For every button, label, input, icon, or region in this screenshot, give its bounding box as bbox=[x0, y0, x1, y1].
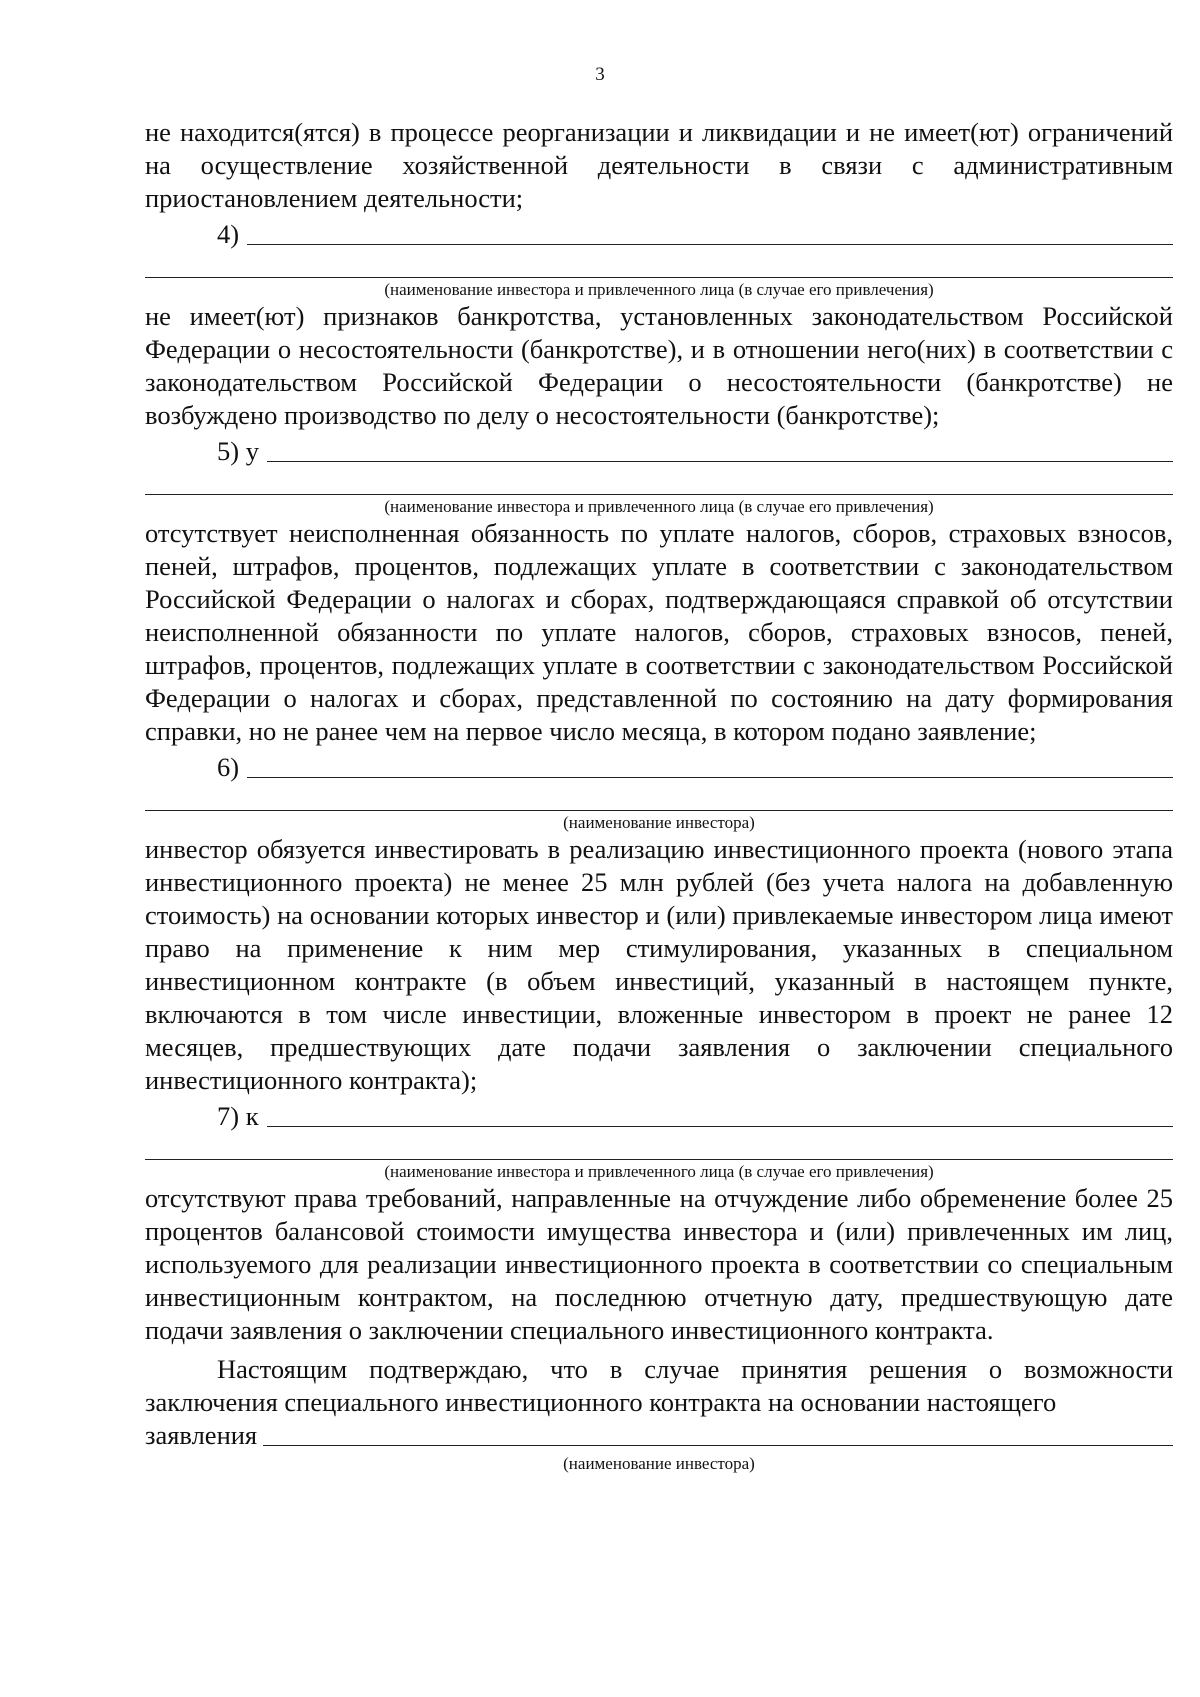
paragraph-encumbrance: отсутствуют права требований, направленные на отчуждение либо обременение более 25 процентов балансовой стоимости имущества инвестора и (или) привлеченных им лиц, используемого для реализации инвестиционного проекта в соответствии со специальным инвестиционным контрактом, на последнюю отчетную дату, предшествующую дате подачи заявления о заключении специального инвестиционного контракта. bbox=[145, 1183, 1173, 1345]
item-6-label: 6) bbox=[217, 752, 240, 782]
paragraph-investment: инвестор обязуется инвестировать в реализацию инвестиционного проекта (нового этапа инвестиционного проекта) не менее 25 млн рублей (без учета налога на добавленную стоимость) на основании которых инвестор и (или) привлекаемые инвестором лица имеют право на применение к ним мер стимулирования, указанных в специальном инвестиционном контракте (в объем инвестиций, указанный в настоящем пункте, включаются в том числе инвестиции, вложенные инвестором в проект не ранее 12 месяцев, предшествующих дате подачи заявления о заключении специального инвестиционного контракта); bbox=[145, 834, 1173, 1095]
item-7-caption: (наименование инвестора и привлеченного лица (в случае его привлечения) bbox=[384, 1162, 934, 1181]
paragraph-bankruptcy: не имеет(ют) признаков банкротства, установленных законодательством Российской Федерации о несостоятельности (банкротстве), и в отношении него(них) в соответствии с законодательством Российской Федерации о несостоятельности (банкротстве) не возбуждено производство по делу о несостоятельности (банкротстве); bbox=[145, 301, 1173, 430]
item-7-label: 7) к bbox=[217, 1101, 259, 1131]
item-6-caption: (наименование инвестора) bbox=[563, 813, 755, 832]
document-body bbox=[145, 116, 1173, 1474]
page-number: 3 bbox=[595, 64, 605, 85]
item-6-blank-field-2 bbox=[145, 784, 1173, 811]
confirmation-blank-field bbox=[263, 1419, 1173, 1446]
item-7-blank-field bbox=[267, 1100, 1173, 1127]
item-4-label: 4) bbox=[217, 219, 240, 249]
paragraph-taxes: отсутствует неисполненная обязанность по уплате налогов, сборов, страховых взносов, пеней, штрафов, процентов, подлежащих уплате в соответствии с законодательством Российской Федерации о налогах и сборах, подтверждающаяся справкой об отсутствии неисполненной обязанности по уплате налогов, сборов, страховых взносов, пеней, штрафов, процентов, подлежащих уплате в соответствии с законодательством Российской Федерации о налогах и сборах, представленной по состоянию на дату формирования справки, но не ранее чем на первое число месяца, в котором подано заявление; bbox=[145, 518, 1173, 746]
paragraph-confirmation: Настоящим подтверждаю, что в случае принятия решения о возможности заключения специального инвестиционного контракта на основании настоящего bbox=[145, 1354, 1173, 1417]
item-4-caption: (наименование инвестора и привлеченного лица (в случае его привлечения) bbox=[384, 280, 934, 299]
confirmation-line-start: заявления bbox=[145, 1420, 258, 1450]
item-5-blank-field bbox=[267, 435, 1173, 462]
item-6-line bbox=[145, 748, 1173, 784]
confirmation-caption: (наименование инвестора) bbox=[563, 1454, 755, 1473]
item-7-blank-field-2 bbox=[145, 1133, 1173, 1160]
paragraph-reorganization: не находится(ятся) в процессе реорганизации и ликвидации и не имеет(ют) ограничений на осуществление хозяйственной деятельности в связи с административным приостановлением деятельности; bbox=[145, 117, 1173, 213]
item-7-line bbox=[145, 1097, 1173, 1133]
item-5-caption: (наименование инвестора и привлеченного лица (в случае его привлечения) bbox=[384, 497, 934, 516]
confirmation-line bbox=[145, 1419, 1173, 1452]
item-5-line bbox=[145, 432, 1173, 468]
item-5-blank-field-2 bbox=[145, 468, 1173, 495]
item-5-label: 5) у bbox=[217, 436, 259, 466]
item-6-blank-field bbox=[247, 751, 1173, 778]
item-4-line bbox=[145, 215, 1173, 251]
item-4-blank-field bbox=[247, 218, 1173, 245]
item-4-blank-field-2 bbox=[145, 251, 1173, 278]
